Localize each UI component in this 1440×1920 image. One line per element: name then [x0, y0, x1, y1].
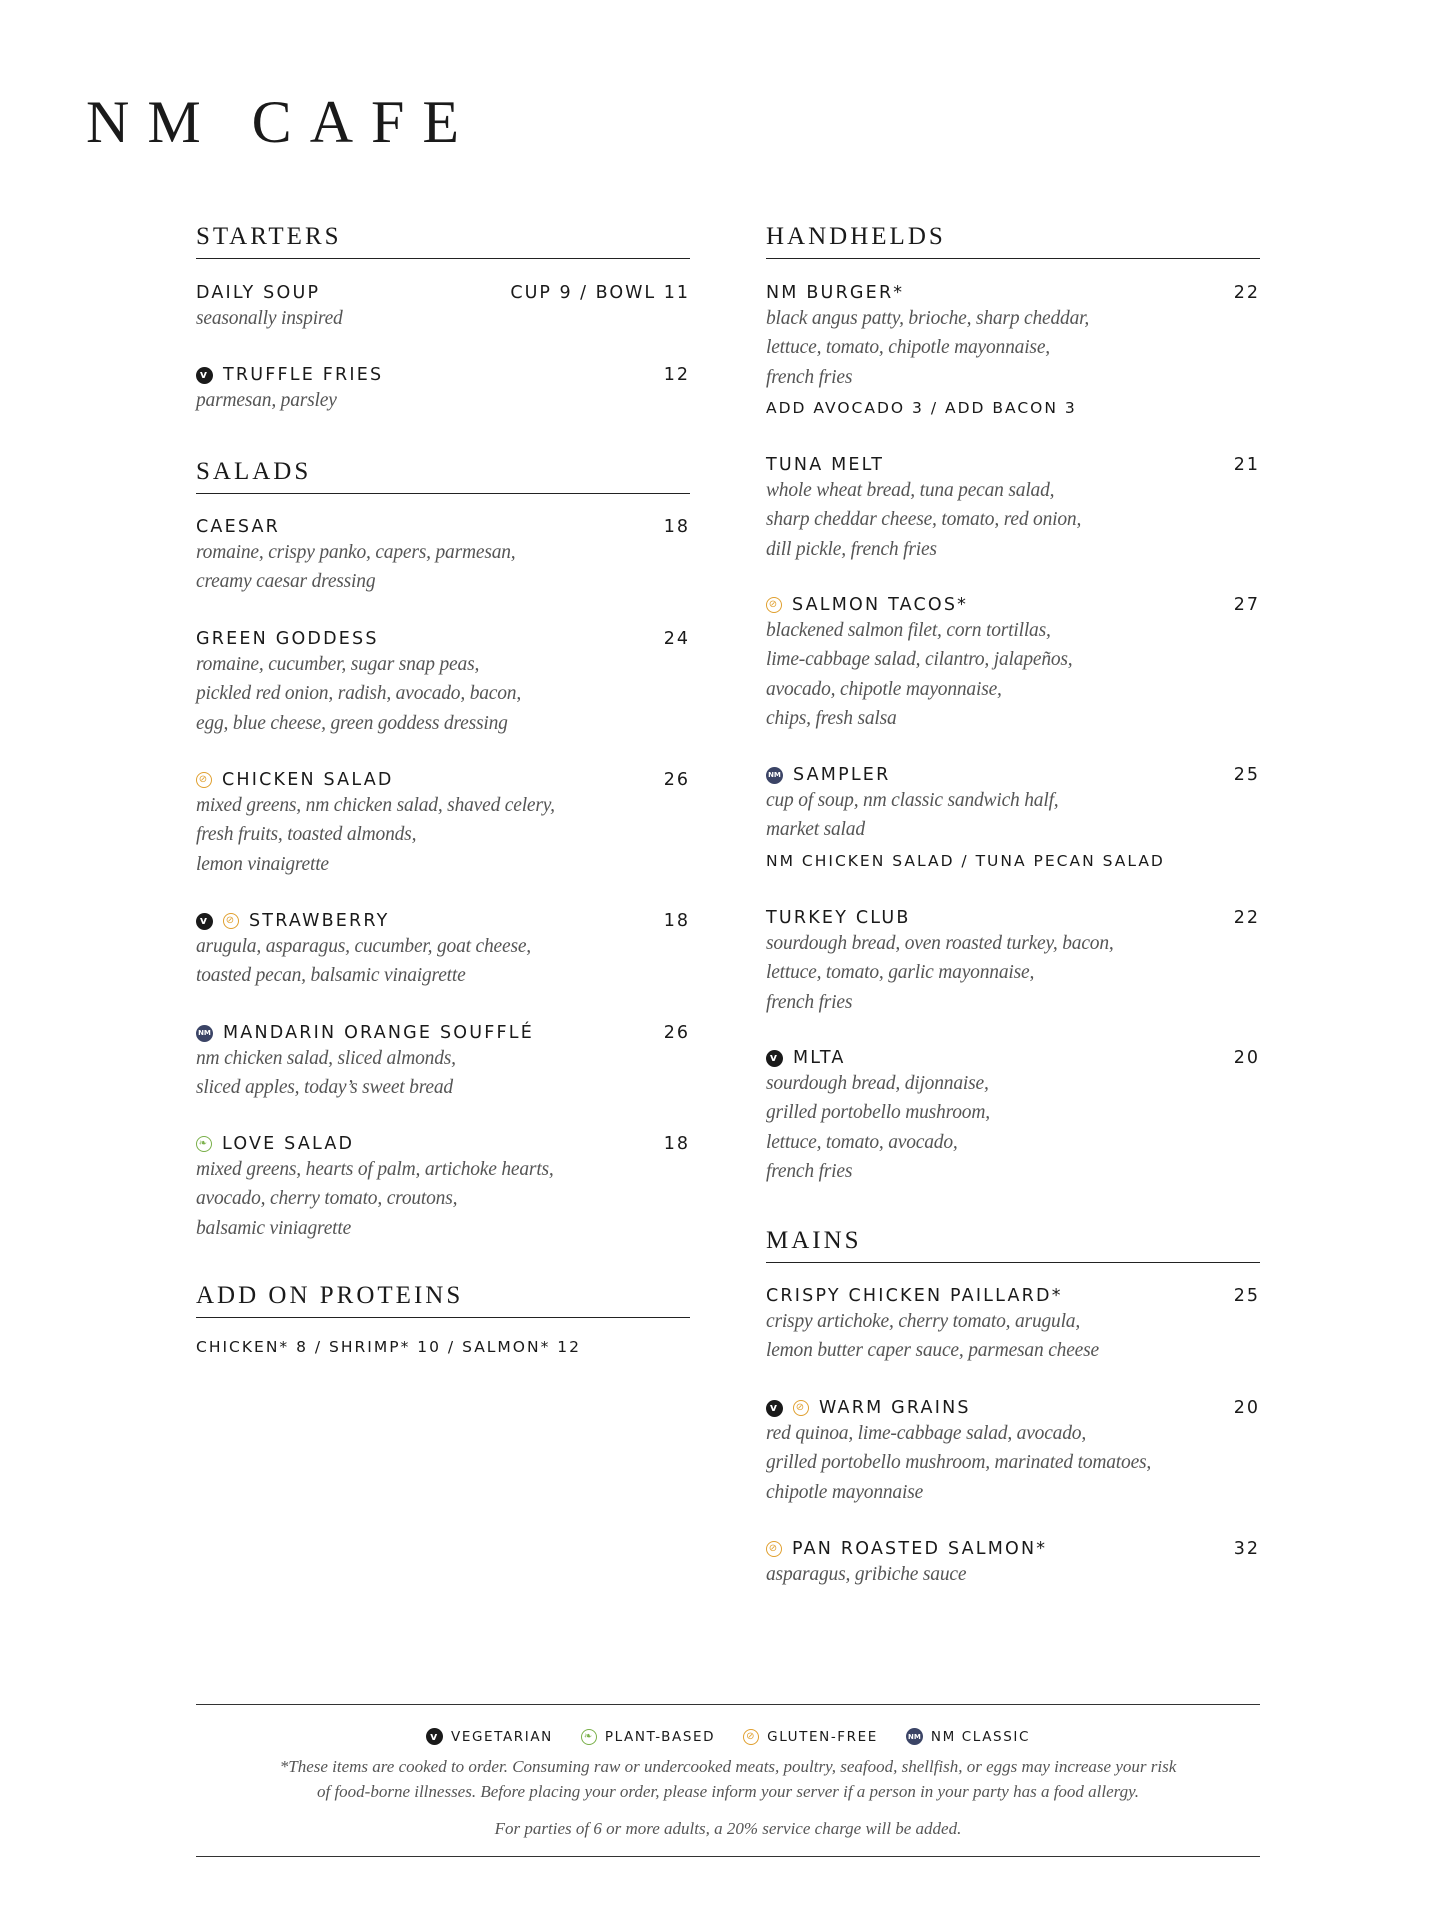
item-name: TUNA MELT [766, 455, 885, 475]
item-name: CAESAR [196, 517, 281, 537]
item-price: 20 [1233, 1398, 1260, 1418]
page-title: NM CAFE [86, 89, 478, 155]
starters-heading: STARTERS [196, 224, 690, 259]
gluten-free-icon: ⊘ [793, 1400, 809, 1416]
menu-item-crispy-chicken-paillard [766, 1285, 1260, 1366]
service-charge-note: For parties of 6 or more adults, a 20% service charge will be added. [494, 1819, 962, 1838]
menu-item-salmon-tacos [766, 594, 1260, 733]
item-options: NM CHICKEN SALAD / TUNA PECAN SALAD [766, 851, 1165, 870]
menu-item-strawberry [196, 910, 690, 991]
legend-plant-based: ❧ PLANT-BASED [581, 1729, 715, 1745]
dietary-legend [196, 1728, 1260, 1745]
item-description: black angus patty, brioche, sharp cheddar, lettuce, tomato, chipotle mayonnaise, french fries [766, 308, 1090, 388]
plant-based-icon: ❧ [196, 1136, 212, 1152]
plant-based-icon: ❧ [581, 1729, 597, 1745]
item-name: SAMPLER [793, 765, 891, 785]
menu-item-chicken-salad [196, 769, 690, 879]
item-add-ons: ADD AVOCADO 3 / ADD BACON 3 [766, 398, 1077, 417]
vegetarian-icon: v [196, 913, 213, 930]
item-name: LOVE SALAD [222, 1134, 355, 1154]
vegetarian-icon: v [766, 1400, 783, 1417]
item-description: sourdough bread, oven roasted turkey, bacon, lettuce, tomato, garlic mayonnaise, french fries [766, 933, 1114, 1013]
item-description: red quinoa, lime-cabbage salad, avocado, grilled portobello mushroom, marinated tomatoes, chipotle mayonnaise [766, 1423, 1152, 1503]
left-column [196, 0, 690, 1920]
item-price: 18 [663, 517, 690, 537]
item-price: 27 [1233, 595, 1260, 615]
menu-item-mlta [766, 1047, 1260, 1186]
item-name: TURKEY CLUB [766, 908, 911, 928]
nm-classic-icon: NM [906, 1728, 923, 1745]
food-safety-disclaimer: *These items are cooked to order. Consuming raw or undercooked meats, poultry, seafood, shellfish, or eggs may increase your risk of food-borne illnesses. Before placing your order, please inform your server if a person in your party has a food allergy. [279, 1757, 1177, 1801]
item-description: romaine, crispy panko, capers, parmesan, creamy caesar dressing [196, 542, 516, 593]
item-price: 25 [1233, 765, 1260, 785]
menu-item-tuna-melt [766, 454, 1260, 564]
item-name: PAN ROASTED SALMON* [792, 1539, 1048, 1559]
item-description: sourdough bread, dijonnaise, grilled portobello mushroom, lettuce, tomato, avocado, french fries [766, 1073, 990, 1182]
menu-item-warm-grains [766, 1397, 1260, 1507]
item-price: 26 [663, 770, 690, 790]
item-price: 20 [1233, 1048, 1260, 1068]
menu-item-turkey-club [766, 907, 1260, 1017]
add-on-proteins-heading: ADD ON PROTEINS [196, 1283, 690, 1318]
item-price: 32 [1233, 1539, 1260, 1559]
item-price: 18 [663, 911, 690, 931]
vegetarian-icon: v [196, 367, 213, 384]
menu-item-truffle-fries [196, 364, 690, 415]
item-name: CRISPY CHICKEN PAILLARD* [766, 1286, 1063, 1306]
item-description: asparagus, gribiche sauce [766, 1564, 967, 1585]
footer-bottom-divider [196, 1856, 1260, 1857]
mains-heading: MAINS [766, 1228, 1260, 1263]
nm-classic-icon: NM [766, 767, 783, 784]
gluten-free-icon: ⊘ [766, 597, 782, 613]
item-name: TRUFFLE FRIES [223, 365, 384, 385]
legend-gluten-free: ⊘ GLUTEN-FREE [743, 1729, 878, 1745]
item-description: nm chicken salad, sliced almonds, sliced apples, today’s sweet bread [196, 1048, 456, 1099]
item-description: blackened salmon filet, corn tortillas, lime-cabbage salad, cilantro, jalapeños, avocado, chipotle mayonnaise, chips, fresh salsa [766, 620, 1073, 729]
footer-top-divider [196, 1704, 1260, 1705]
gluten-free-icon: ⊘ [766, 1541, 782, 1557]
item-description: seasonally inspired [196, 308, 343, 329]
item-name: DAILY SOUP [196, 283, 321, 303]
item-name: STRAWBERRY [249, 911, 390, 931]
menu-item-mandarin-orange-souffle [196, 1022, 690, 1103]
item-name: WARM GRAINS [819, 1398, 971, 1418]
legend-nm-classic: NM NM CLASSIC [906, 1728, 1030, 1745]
item-name: NM BURGER* [766, 283, 905, 303]
add-on-proteins-list [196, 1337, 690, 1357]
add-on-proteins-text: CHICKEN* 8 / SHRIMP* 10 / SALMON* 12 [196, 1338, 582, 1356]
menu-item-daily-soup [196, 282, 690, 333]
item-price: 22 [1233, 283, 1260, 303]
item-price: 22 [1233, 908, 1260, 928]
item-price: 25 [1233, 1286, 1260, 1306]
nm-classic-icon: NM [196, 1025, 213, 1042]
item-description: mixed greens, nm chicken salad, shaved celery, fresh fruits, toasted almonds, lemon vinaigrette [196, 795, 555, 875]
menu-item-pan-roasted-salmon [766, 1538, 1260, 1589]
item-price: 24 [663, 629, 690, 649]
item-price: 18 [663, 1134, 690, 1154]
menu-item-love-salad [196, 1133, 690, 1243]
vegetarian-icon: v [766, 1050, 783, 1067]
item-description: cup of soup, nm classic sandwich half, market salad [766, 790, 1059, 841]
item-name: CHICKEN SALAD [222, 770, 394, 790]
right-column [766, 0, 1260, 1920]
item-description: crispy artichoke, cherry tomato, arugula, lemon butter caper sauce, parmesan cheese [766, 1311, 1099, 1362]
salads-heading: SALADS [196, 459, 690, 494]
legend-vegetarian: v VEGETARIAN [426, 1728, 553, 1745]
item-description: arugula, asparagus, cucumber, goat cheese, toasted pecan, balsamic vinaigrette [196, 936, 531, 987]
item-name: GREEN GODDESS [196, 629, 379, 649]
handhelds-heading: HANDHELDS [766, 224, 1260, 259]
item-name: MLTA [793, 1048, 846, 1068]
gluten-free-icon: ⊘ [196, 772, 212, 788]
menu-item-sampler [766, 764, 1260, 871]
gluten-free-icon: ⊘ [743, 1729, 759, 1745]
item-price: 26 [663, 1023, 690, 1043]
item-name: SALMON TACOS* [792, 595, 969, 615]
item-description: parmesan, parsley [196, 390, 337, 411]
gluten-free-icon: ⊘ [223, 913, 239, 929]
item-description: romaine, cucumber, sugar snap peas, pickled red onion, radish, avocado, bacon, egg, blue cheese, green goddess dressing [196, 654, 522, 734]
item-price: 21 [1233, 455, 1260, 475]
menu-item-green-goddess [196, 628, 690, 738]
vegetarian-icon: v [426, 1728, 443, 1745]
item-description: whole wheat bread, tuna pecan salad, sharp cheddar cheese, tomato, red onion, dill pickle, french fries [766, 480, 1082, 560]
item-price: CUP 9 / BOWL 11 [510, 283, 690, 303]
menu-item-caesar [196, 516, 690, 597]
item-name: MANDARIN ORANGE SOUFFLÉ [223, 1023, 534, 1043]
item-description: mixed greens, hearts of palm, artichoke hearts, avocado, cherry tomato, croutons, balsamic viniagrette [196, 1159, 554, 1239]
item-price: 12 [663, 365, 690, 385]
menu-item-nm-burger [766, 282, 1260, 418]
